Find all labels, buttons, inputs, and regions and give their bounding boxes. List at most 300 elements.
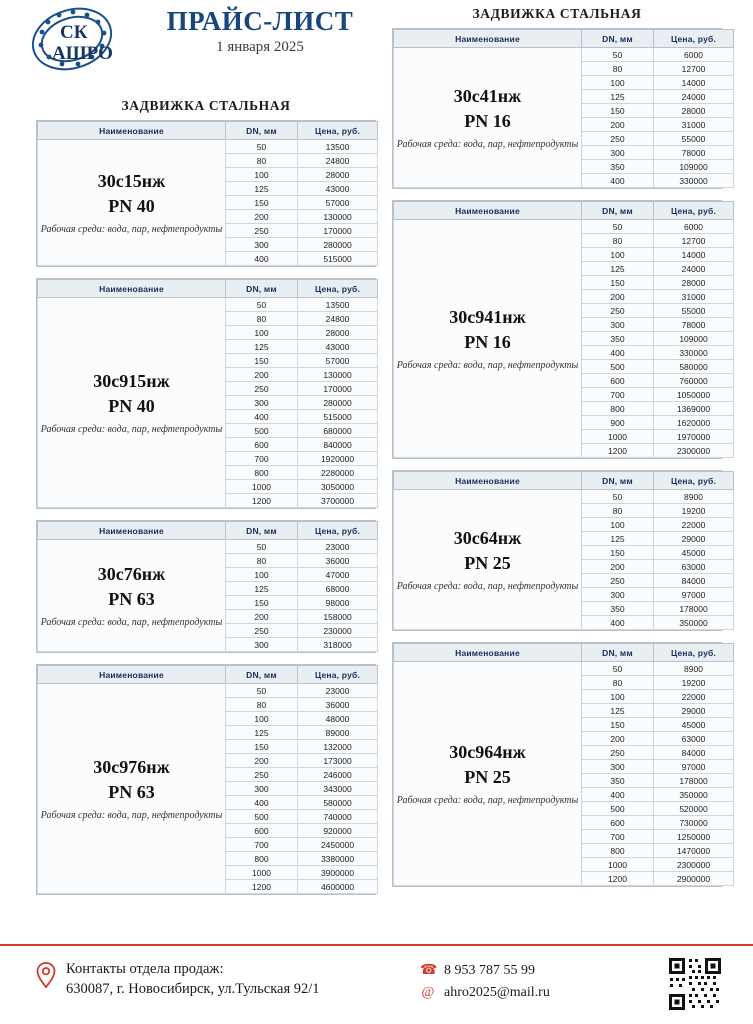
column-header-name: Наименование bbox=[38, 280, 226, 298]
table-row bbox=[394, 48, 734, 62]
working-medium-note: Рабочая среда: вода, пар, нефтепродукты bbox=[40, 223, 223, 235]
left-column bbox=[36, 98, 376, 906]
price-table-30s15nzh bbox=[36, 120, 376, 267]
cell-dn: 200 bbox=[582, 118, 654, 132]
price-date: 1 января 2025 bbox=[216, 39, 304, 55]
cell-dn: 400 bbox=[226, 252, 298, 266]
cell-price: 97000 bbox=[654, 760, 734, 774]
column-header-price: Цена, руб. bbox=[654, 644, 734, 662]
cell-price: 28000 bbox=[654, 276, 734, 290]
cell-dn: 200 bbox=[226, 368, 298, 382]
column-header-dn: DN, мм bbox=[226, 280, 298, 298]
cell-price: 109000 bbox=[654, 332, 734, 346]
email-row[interactable] bbox=[420, 985, 550, 1001]
product-pressure-rating: PN 63 bbox=[108, 781, 155, 802]
cell-dn: 350 bbox=[582, 774, 654, 788]
product-pressure-rating: PN 16 bbox=[464, 331, 511, 352]
column-header-dn: DN, мм bbox=[582, 644, 654, 662]
table-header-row bbox=[38, 666, 378, 684]
cell-price: 330000 bbox=[654, 346, 734, 360]
cell-price: 580000 bbox=[298, 796, 378, 810]
cell-dn: 50 bbox=[582, 662, 654, 676]
cell-dn: 50 bbox=[582, 48, 654, 62]
cell-dn: 1000 bbox=[226, 480, 298, 494]
email-icon: @ bbox=[421, 985, 435, 1000]
cell-dn: 200 bbox=[226, 210, 298, 224]
cell-dn: 800 bbox=[226, 466, 298, 480]
cell-price: 14000 bbox=[654, 76, 734, 90]
cell-dn: 250 bbox=[582, 746, 654, 760]
cell-price: 78000 bbox=[654, 146, 734, 160]
product-label-cell bbox=[38, 298, 226, 508]
cell-dn: 100 bbox=[582, 76, 654, 90]
product-pressure-rating: PN 40 bbox=[108, 395, 155, 416]
logo-text-line1: СК bbox=[60, 22, 88, 43]
product-pressure-rating: PN 63 bbox=[108, 588, 155, 609]
left-tables-container bbox=[36, 120, 376, 895]
cell-dn: 100 bbox=[226, 712, 298, 726]
cell-price: 12700 bbox=[654, 62, 734, 76]
column-header-name: Наименование bbox=[38, 666, 226, 684]
cell-price: 36000 bbox=[298, 554, 378, 568]
column-header-price: Цена, руб. bbox=[654, 30, 734, 48]
cell-dn: 1000 bbox=[582, 858, 654, 872]
cell-dn: 1000 bbox=[582, 430, 654, 444]
table-header-row bbox=[394, 472, 734, 490]
cell-dn: 700 bbox=[226, 838, 298, 852]
cell-price: 28000 bbox=[298, 326, 378, 340]
cell-dn: 150 bbox=[582, 718, 654, 732]
cell-price: 170000 bbox=[298, 224, 378, 238]
cell-price: 520000 bbox=[654, 802, 734, 816]
table-row bbox=[394, 662, 734, 676]
cell-dn: 80 bbox=[226, 698, 298, 712]
cell-dn: 100 bbox=[226, 168, 298, 182]
cell-dn: 150 bbox=[226, 354, 298, 368]
cell-dn: 400 bbox=[226, 796, 298, 810]
cell-price: 55000 bbox=[654, 132, 734, 146]
phone-number[interactable]: 8 953 787 55 99 bbox=[444, 962, 535, 978]
cell-price: 45000 bbox=[654, 718, 734, 732]
title-block bbox=[150, 6, 370, 56]
cell-dn: 125 bbox=[226, 340, 298, 354]
cell-dn: 100 bbox=[226, 568, 298, 582]
column-header-dn: DN, мм bbox=[582, 202, 654, 220]
product-label-cell bbox=[394, 662, 582, 886]
cell-price: 12700 bbox=[654, 234, 734, 248]
cell-dn: 400 bbox=[582, 616, 654, 630]
product-mark: 30с76нж bbox=[97, 563, 166, 584]
product-label-cell bbox=[394, 490, 582, 630]
cell-price: 29000 bbox=[654, 532, 734, 546]
cell-price: 109000 bbox=[654, 160, 734, 174]
cell-dn: 250 bbox=[226, 624, 298, 638]
company-logo bbox=[26, 6, 146, 76]
cell-price: 2300000 bbox=[654, 444, 734, 458]
cell-dn: 350 bbox=[582, 160, 654, 174]
cell-price: 178000 bbox=[654, 602, 734, 616]
cell-dn: 600 bbox=[226, 824, 298, 838]
cell-price: 43000 bbox=[298, 340, 378, 354]
cell-dn: 250 bbox=[582, 304, 654, 318]
cell-price: 89000 bbox=[298, 726, 378, 740]
cell-dn: 200 bbox=[582, 560, 654, 574]
cell-price: 1920000 bbox=[298, 452, 378, 466]
cell-dn: 80 bbox=[582, 676, 654, 690]
cell-dn: 700 bbox=[582, 388, 654, 402]
cell-price: 36000 bbox=[298, 698, 378, 712]
cell-dn: 125 bbox=[582, 90, 654, 104]
contacts-address: 630087, г. Новосибирск, ул.Тульская 92/1 bbox=[66, 980, 320, 997]
table-header-row bbox=[38, 280, 378, 298]
cell-price: 23000 bbox=[298, 540, 378, 554]
column-header-name: Наименование bbox=[394, 202, 582, 220]
working-medium-note: Рабочая среда: вода, пар, нефтепродукты bbox=[396, 138, 579, 150]
cell-dn: 200 bbox=[582, 290, 654, 304]
cell-price: 1369000 bbox=[654, 402, 734, 416]
cell-price: 8900 bbox=[654, 662, 734, 676]
cell-dn: 125 bbox=[226, 582, 298, 596]
cell-dn: 300 bbox=[226, 782, 298, 796]
cell-price: 8900 bbox=[654, 490, 734, 504]
table-row bbox=[38, 140, 378, 154]
cell-price: 78000 bbox=[654, 318, 734, 332]
cell-price: 63000 bbox=[654, 732, 734, 746]
cell-dn: 300 bbox=[582, 760, 654, 774]
product-pressure-rating: PN 25 bbox=[464, 552, 511, 573]
column-header-name: Наименование bbox=[38, 122, 226, 140]
cell-dn: 700 bbox=[582, 830, 654, 844]
page-footer bbox=[0, 944, 753, 1024]
cell-dn: 1200 bbox=[582, 872, 654, 886]
table-row bbox=[394, 220, 734, 234]
cell-dn: 150 bbox=[582, 104, 654, 118]
cell-price: 45000 bbox=[654, 546, 734, 560]
left-section-caption: ЗАДВИЖКА СТАЛЬНАЯ bbox=[121, 98, 291, 113]
cell-dn: 100 bbox=[582, 248, 654, 262]
cell-price: 178000 bbox=[654, 774, 734, 788]
cell-dn: 250 bbox=[226, 382, 298, 396]
price-table-30s76nzh bbox=[36, 520, 376, 653]
cell-price: 515000 bbox=[298, 410, 378, 424]
column-header-dn: DN, мм bbox=[226, 122, 298, 140]
cell-dn: 200 bbox=[226, 610, 298, 624]
cell-price: 22000 bbox=[654, 690, 734, 704]
column-header-dn: DN, мм bbox=[582, 30, 654, 48]
cell-dn: 150 bbox=[582, 276, 654, 290]
cell-price: 920000 bbox=[298, 824, 378, 838]
column-header-price: Цена, руб. bbox=[298, 122, 378, 140]
cell-dn: 200 bbox=[226, 754, 298, 768]
cell-price: 840000 bbox=[298, 438, 378, 452]
cell-price: 28000 bbox=[298, 168, 378, 182]
cell-dn: 125 bbox=[582, 704, 654, 718]
contacts-block bbox=[36, 960, 320, 999]
column-header-price: Цена, руб. bbox=[298, 522, 378, 540]
cell-price: 57000 bbox=[298, 354, 378, 368]
product-pressure-rating: PN 40 bbox=[108, 195, 155, 216]
cell-price: 580000 bbox=[654, 360, 734, 374]
table-header-row bbox=[38, 522, 378, 540]
cell-price: 13500 bbox=[298, 298, 378, 312]
cell-price: 84000 bbox=[654, 746, 734, 760]
price-table-30s964nzh bbox=[392, 642, 722, 887]
product-label-cell bbox=[38, 140, 226, 266]
cell-price: 230000 bbox=[298, 624, 378, 638]
cell-dn: 600 bbox=[582, 374, 654, 388]
cell-price: 24800 bbox=[298, 154, 378, 168]
cell-price: 22000 bbox=[654, 518, 734, 532]
cell-dn: 600 bbox=[226, 438, 298, 452]
cell-price: 57000 bbox=[298, 196, 378, 210]
cell-price: 6000 bbox=[654, 220, 734, 234]
cell-price: 24000 bbox=[654, 90, 734, 104]
cell-dn: 125 bbox=[582, 532, 654, 546]
cell-dn: 80 bbox=[226, 554, 298, 568]
column-header-name: Наименование bbox=[394, 472, 582, 490]
price-table-30s976nzh bbox=[36, 664, 376, 895]
cell-dn: 300 bbox=[226, 238, 298, 252]
cell-price: 2280000 bbox=[298, 466, 378, 480]
cell-price: 740000 bbox=[298, 810, 378, 824]
cell-dn: 50 bbox=[226, 540, 298, 554]
cell-price: 3050000 bbox=[298, 480, 378, 494]
column-header-dn: DN, мм bbox=[226, 666, 298, 684]
product-label-cell bbox=[38, 540, 226, 652]
cell-dn: 250 bbox=[226, 224, 298, 238]
cell-price: 13500 bbox=[298, 140, 378, 154]
price-table-30s915nzh bbox=[36, 278, 376, 509]
cell-dn: 80 bbox=[226, 312, 298, 326]
column-header-price: Цена, руб. bbox=[298, 666, 378, 684]
column-header-price: Цена, руб. bbox=[654, 472, 734, 490]
cell-dn: 500 bbox=[226, 810, 298, 824]
cell-dn: 100 bbox=[582, 518, 654, 532]
column-header-name: Наименование bbox=[38, 522, 226, 540]
cell-dn: 125 bbox=[582, 262, 654, 276]
cell-dn: 800 bbox=[226, 852, 298, 866]
product-label-cell bbox=[394, 220, 582, 458]
cell-price: 2900000 bbox=[654, 872, 734, 886]
cell-dn: 300 bbox=[582, 588, 654, 602]
cell-dn: 50 bbox=[582, 490, 654, 504]
price-table-30s64nzh bbox=[392, 470, 722, 631]
cell-dn: 400 bbox=[582, 174, 654, 188]
cell-dn: 700 bbox=[226, 452, 298, 466]
cell-dn: 300 bbox=[226, 638, 298, 652]
cell-dn: 900 bbox=[582, 416, 654, 430]
cell-price: 2300000 bbox=[654, 858, 734, 872]
right-tables-container bbox=[392, 28, 722, 887]
cell-price: 47000 bbox=[298, 568, 378, 582]
product-mark: 30с941нж bbox=[449, 306, 526, 327]
product-pressure-rating: PN 25 bbox=[464, 766, 511, 787]
page-title: ПРАЙС-ЛИСТ bbox=[166, 6, 354, 36]
cell-price: 24000 bbox=[654, 262, 734, 276]
table-row bbox=[38, 298, 378, 312]
page-header bbox=[0, 0, 376, 86]
cell-dn: 350 bbox=[582, 602, 654, 616]
cell-dn: 600 bbox=[582, 816, 654, 830]
cell-price: 63000 bbox=[654, 560, 734, 574]
phone-row[interactable] bbox=[420, 962, 550, 979]
cell-dn: 1200 bbox=[226, 880, 298, 894]
right-section-caption: ЗАДВИЖКА СТАЛЬНАЯ bbox=[472, 6, 642, 21]
cell-price: 350000 bbox=[654, 788, 734, 802]
cell-price: 1970000 bbox=[654, 430, 734, 444]
cell-dn: 150 bbox=[226, 196, 298, 210]
cell-dn: 1200 bbox=[226, 494, 298, 508]
price-table-30s941nzh bbox=[392, 200, 722, 459]
cell-dn: 80 bbox=[582, 62, 654, 76]
cell-price: 330000 bbox=[654, 174, 734, 188]
cell-dn: 50 bbox=[582, 220, 654, 234]
logo-text-line2: АШРО bbox=[52, 43, 113, 64]
cell-price: 48000 bbox=[298, 712, 378, 726]
cell-dn: 300 bbox=[226, 396, 298, 410]
table-row bbox=[38, 540, 378, 554]
cell-dn: 50 bbox=[226, 140, 298, 154]
working-medium-note: Рабочая среда: вода, пар, нефтепродукты bbox=[40, 616, 223, 628]
table-header-row bbox=[394, 30, 734, 48]
table-header-row bbox=[394, 644, 734, 662]
cell-price: 280000 bbox=[298, 396, 378, 410]
cell-price: 1250000 bbox=[654, 830, 734, 844]
cell-price: 29000 bbox=[654, 704, 734, 718]
cell-price: 6000 bbox=[654, 48, 734, 62]
cell-dn: 500 bbox=[582, 802, 654, 816]
email-address[interactable]: ahro2025@mail.ru bbox=[444, 985, 550, 1000]
cell-price: 130000 bbox=[298, 210, 378, 224]
product-mark: 30с976нж bbox=[93, 756, 170, 777]
cell-price: 760000 bbox=[654, 374, 734, 388]
cell-price: 43000 bbox=[298, 182, 378, 196]
cell-dn: 80 bbox=[226, 154, 298, 168]
cell-dn: 1000 bbox=[226, 866, 298, 880]
cell-price: 130000 bbox=[298, 368, 378, 382]
cell-dn: 400 bbox=[582, 788, 654, 802]
cell-price: 24800 bbox=[298, 312, 378, 326]
cell-dn: 250 bbox=[226, 768, 298, 782]
cell-dn: 250 bbox=[582, 574, 654, 588]
cell-dn: 80 bbox=[582, 234, 654, 248]
cell-price: 55000 bbox=[654, 304, 734, 318]
cell-price: 280000 bbox=[298, 238, 378, 252]
column-header-name: Наименование bbox=[394, 644, 582, 662]
cell-price: 1050000 bbox=[654, 388, 734, 402]
cell-dn: 350 bbox=[582, 332, 654, 346]
cell-price: 3900000 bbox=[298, 866, 378, 880]
product-label-cell bbox=[394, 48, 582, 188]
cell-price: 4600000 bbox=[298, 880, 378, 894]
cell-price: 3380000 bbox=[298, 852, 378, 866]
cell-dn: 400 bbox=[226, 410, 298, 424]
cell-price: 19200 bbox=[654, 676, 734, 690]
cell-price: 170000 bbox=[298, 382, 378, 396]
table-row bbox=[38, 684, 378, 698]
cell-dn: 300 bbox=[582, 318, 654, 332]
cell-price: 1470000 bbox=[654, 844, 734, 858]
cell-price: 350000 bbox=[654, 616, 734, 630]
qr-code[interactable] bbox=[667, 956, 723, 1012]
cell-price: 730000 bbox=[654, 816, 734, 830]
cell-dn: 150 bbox=[226, 596, 298, 610]
cell-dn: 500 bbox=[226, 424, 298, 438]
cell-price: 3700000 bbox=[298, 494, 378, 508]
cell-price: 84000 bbox=[654, 574, 734, 588]
column-header-price: Цена, руб. bbox=[298, 280, 378, 298]
product-mark: 30с64нж bbox=[453, 527, 522, 548]
cell-price: 173000 bbox=[298, 754, 378, 768]
column-header-price: Цена, руб. bbox=[654, 202, 734, 220]
cell-dn: 250 bbox=[582, 132, 654, 146]
cell-price: 246000 bbox=[298, 768, 378, 782]
phone-icon: ☎ bbox=[420, 963, 438, 978]
cell-dn: 100 bbox=[226, 326, 298, 340]
cell-price: 515000 bbox=[298, 252, 378, 266]
product-mark: 30с964нж bbox=[449, 741, 526, 762]
working-medium-note: Рабочая среда: вода, пар, нефтепродукты bbox=[40, 809, 223, 821]
phone-email-block bbox=[420, 962, 550, 1007]
column-header-dn: DN, мм bbox=[226, 522, 298, 540]
cell-price: 158000 bbox=[298, 610, 378, 624]
product-mark: 30с915нж bbox=[93, 370, 170, 391]
working-medium-note: Рабочая среда: вода, пар, нефтепродукты bbox=[396, 794, 579, 806]
cell-dn: 400 bbox=[582, 346, 654, 360]
product-label-cell bbox=[38, 684, 226, 894]
product-pressure-rating: PN 16 bbox=[464, 110, 511, 131]
location-pin-icon bbox=[36, 962, 56, 988]
cell-price: 28000 bbox=[654, 104, 734, 118]
price-table-30s41nzh bbox=[392, 28, 722, 189]
cell-price: 132000 bbox=[298, 740, 378, 754]
cell-dn: 1200 bbox=[582, 444, 654, 458]
working-medium-note: Рабочая среда: вода, пар, нефтепродукты bbox=[396, 359, 579, 371]
cell-dn: 800 bbox=[582, 844, 654, 858]
table-header-row bbox=[394, 202, 734, 220]
cell-price: 680000 bbox=[298, 424, 378, 438]
working-medium-note: Рабочая среда: вода, пар, нефтепродукты bbox=[40, 423, 223, 435]
cell-dn: 800 bbox=[582, 402, 654, 416]
right-column bbox=[392, 0, 722, 898]
contacts-title: Контакты отдела продаж: bbox=[66, 961, 224, 977]
cell-dn: 80 bbox=[582, 504, 654, 518]
cell-dn: 100 bbox=[582, 690, 654, 704]
working-medium-note: Рабочая среда: вода, пар, нефтепродукты bbox=[396, 580, 579, 592]
cell-price: 97000 bbox=[654, 588, 734, 602]
column-header-name: Наименование bbox=[394, 30, 582, 48]
cell-dn: 50 bbox=[226, 298, 298, 312]
cell-dn: 200 bbox=[582, 732, 654, 746]
table-row bbox=[394, 490, 734, 504]
cell-dn: 125 bbox=[226, 182, 298, 196]
product-mark: 30с15нж bbox=[97, 170, 166, 191]
cell-price: 2450000 bbox=[298, 838, 378, 852]
cell-price: 31000 bbox=[654, 290, 734, 304]
cell-dn: 500 bbox=[582, 360, 654, 374]
product-mark: 30с41нж bbox=[453, 85, 522, 106]
cell-dn: 125 bbox=[226, 726, 298, 740]
cell-price: 14000 bbox=[654, 248, 734, 262]
table-header-row bbox=[38, 122, 378, 140]
cell-price: 343000 bbox=[298, 782, 378, 796]
cell-dn: 150 bbox=[226, 740, 298, 754]
column-header-dn: DN, мм bbox=[582, 472, 654, 490]
cell-price: 23000 bbox=[298, 684, 378, 698]
cell-price: 318000 bbox=[298, 638, 378, 652]
cell-price: 31000 bbox=[654, 118, 734, 132]
cell-price: 19200 bbox=[654, 504, 734, 518]
